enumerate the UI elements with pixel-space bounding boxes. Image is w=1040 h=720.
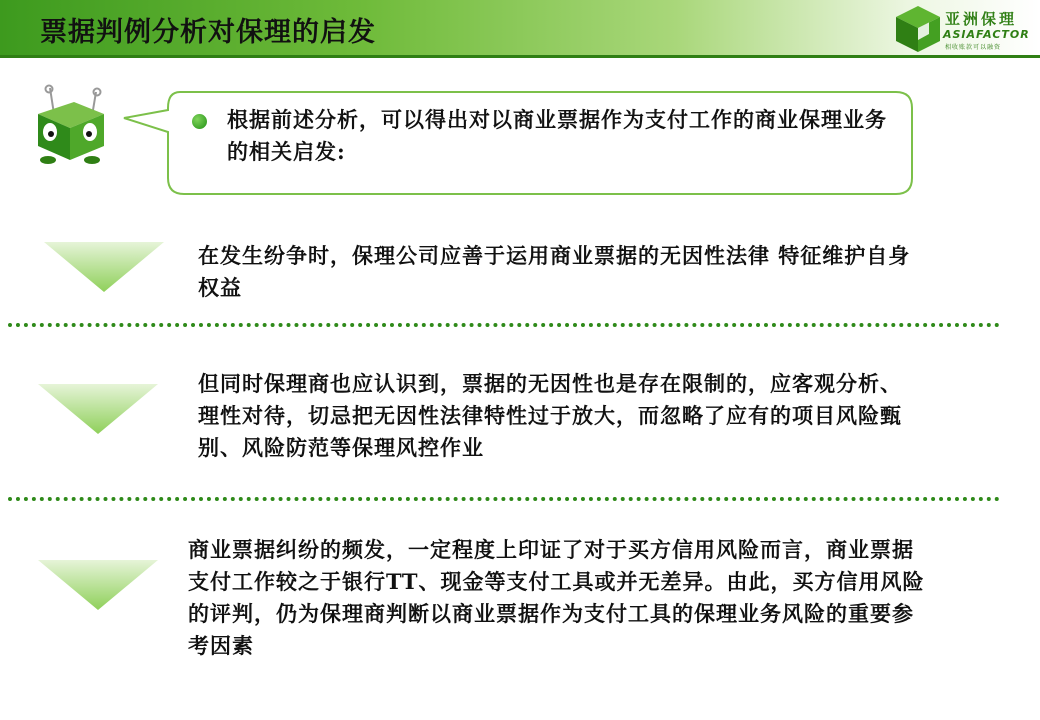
divider-1 [8, 323, 1000, 327]
point-1-text: 在发生纷争时，保理公司应善于运用商业票据的无因性法律 特征维护自身权益 [198, 243, 911, 300]
cube-logo-icon [893, 4, 943, 54]
chevron-down-icon [38, 384, 158, 434]
point-3-text: 商业票据纠纷的频发，一定程度上印证了对于买方信用风险而言，商业票据支付工作较之于银行TT、现金等支付工具或并无差异。由此，买方信用风险的评判，仍为保理商判断以商业票据作为支付工具的保理业务风险的重要参考因素 [188, 537, 925, 658]
chevron-down-icon [44, 242, 164, 292]
point-2-text: 但同时保理商也应认识到，票据的无因性也是存在限制的，应客观分析、理性对待，切忌把无因性法律特性过于放大，而忽略了应有的项目风险甄别、风险防范等保理风控作业 [198, 371, 902, 460]
header-bar [0, 0, 1040, 58]
logo-slogan: 相收账款可以融资 [945, 44, 1002, 51]
chevron-down-icon [38, 560, 158, 610]
page-title: 票据判例分析对保理的启发 [40, 17, 376, 48]
logo-name-en: ASIAFACTOR [943, 28, 1030, 41]
mascot-icon [30, 84, 110, 166]
logo-name-cn: 亚洲保理 [945, 10, 1018, 28]
intro-text: 根据前述分析，可以得出对以商业票据作为支付工作的商业保理业务的相关启发: [227, 107, 887, 164]
company-logo [893, 4, 1033, 54]
bullet-dot-icon [192, 114, 207, 129]
divider-2 [8, 497, 1000, 501]
